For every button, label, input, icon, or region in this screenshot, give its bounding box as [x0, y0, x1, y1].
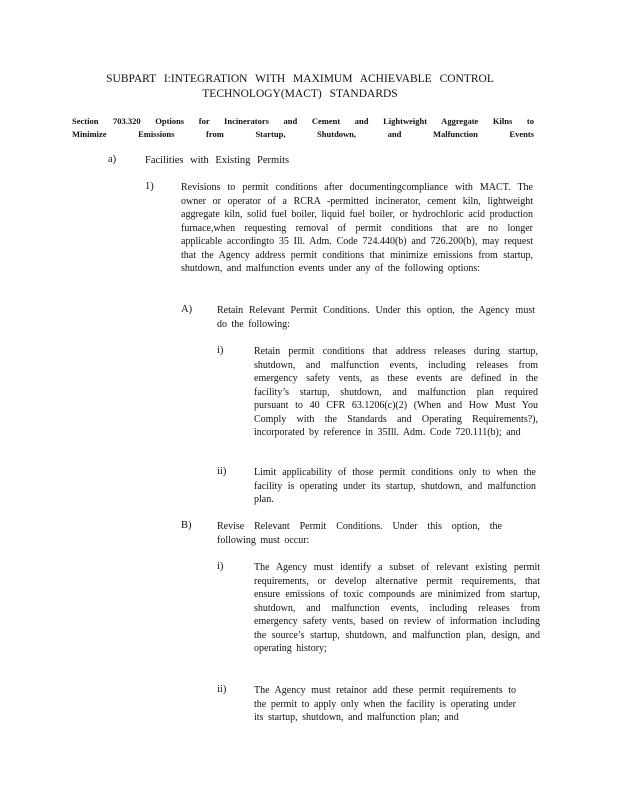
item-B-ii-text: The Agency must retainor add these permit requirements to the permit to apply only when the facility is operating under its startup, shutdown, and malfunction plan; and [254, 685, 516, 723]
item-1-marker: 1) [145, 181, 154, 192]
item-B-ii-marker: ii) [217, 684, 227, 695]
section-title-line1: Section 703.320 Options for Incinerators and Cement and Lightweight Aggregate Kilns to [72, 116, 534, 126]
subpart-title-line2: TECHNOLOGY(MACT) STANDARDS [202, 88, 398, 100]
item-B-text: Revise Relevant Permit Conditions. Under this option, the following must occur: [217, 521, 502, 546]
item-A-i-marker: i) [217, 345, 224, 356]
item-B-i-marker: i) [217, 561, 224, 572]
item-A-ii-text: Limit applicability of those permit conditions only to when the facility is operating under its startup, shutdown, and malfunction plan. [254, 467, 536, 505]
item-A-i-text: Retain permit conditions that address releases during startup, shutdown, and malfunction events, including releases from emergency safety vents, as these events are defined in the facility’s startup, shutdown, and malfunction plan required pursuant to 40 CFR 63.1206(c)(2) (When and How Must You Comply with the Standards and Operating Requirements?), incorporated by reference in 35Ill. Adm. Code 720.111(b); and [254, 346, 538, 438]
subpart-title-line1: SUBPART I:INTEGRATION WITH MAXIMUM ACHIEVABLE CONTROL [106, 73, 494, 85]
item-B-i-text: The Agency must identify a subset of relevant existing permit requirements, or develop alternative permit requirements, that ensure emissions of toxic compounds are minimized from startup, shutdown, and malfunction events, including releases from emergency safety vents, based on review of information including the source’s startup, shutdown, and malfunction plan, design, and operating history; [254, 562, 540, 654]
item-B-marker: B) [181, 520, 192, 531]
section-title [72, 115, 534, 141]
subpart-heading [100, 72, 500, 102]
section-title-line2: Minimize Emissions from Startup, Shutdown, and Malfunction Events [72, 129, 534, 139]
item-A-text: Retain Relevant Permit Conditions. Under this option, the Agency must do the following: [217, 305, 535, 330]
item-A-marker: A) [181, 304, 193, 315]
item-A-ii-marker: ii) [217, 466, 227, 477]
item-1-text: Revisions to permit conditions after documentingcompliance with MACT. The owner or operator of a RCRA -permitted incinerator, cement kiln, lightweight aggregate kiln, solid fuel boiler, liquid fuel boiler, or hydrochloric acid production furnace,when requesting removal of permit conditions that are no longer applicable accordingto 35 Ill. Adm. Code 724.440(b) and 726.200(b), may request that the Agency address permit conditions that minimize emissions from startup, shutdown, and malfunction events under any of the following options: [181, 182, 533, 274]
item-a-marker: a) [108, 154, 117, 165]
item-a-text: Facilities with Existing Permits [145, 155, 290, 166]
